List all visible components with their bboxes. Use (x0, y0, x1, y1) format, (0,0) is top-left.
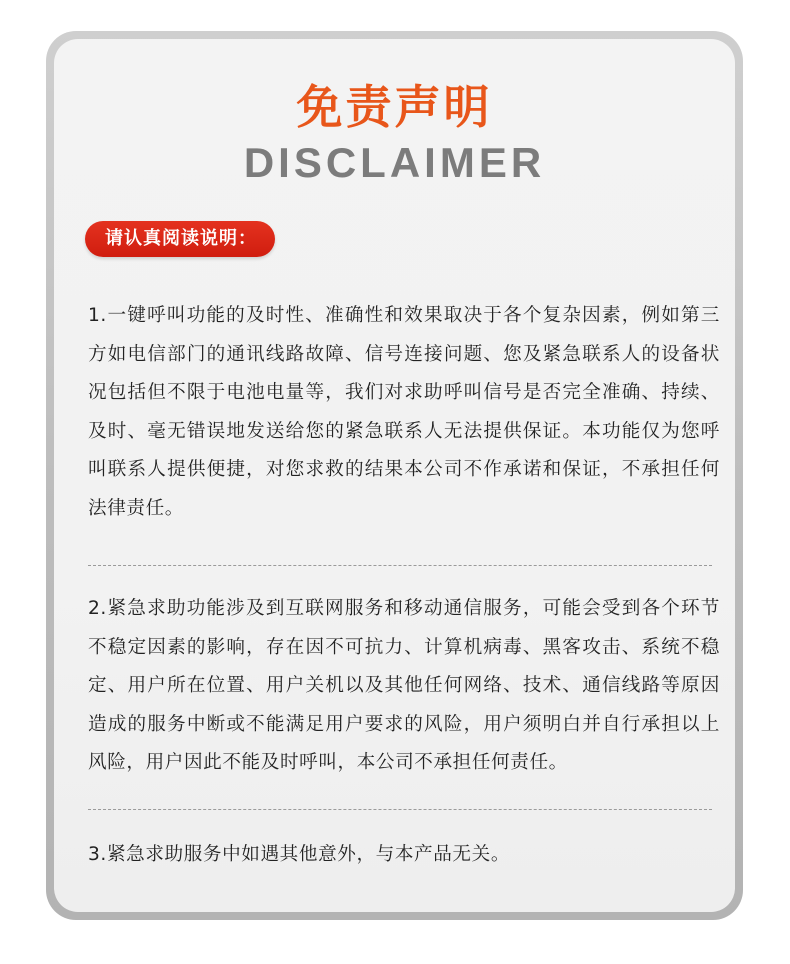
disclaimer-clause-1: 1.一键呼叫功能的及时性、准确性和效果取决于各个复杂因素，例如第三方如电信部门的通讯线路故障、信号连接问题、您及紧急联系人的设备状况包括但不限于电池电量等，我们对求助呼叫信号是否完全准确、持续、及时、毫无错误地发送给您的紧急联系人无法提供保证。本功能仅为您呼叫联系人提供便捷，对您求救的结果本公司不作承诺和保证，不承担任何法律责任。 (88, 305, 720, 519)
page-title: 免责声明 (296, 80, 493, 134)
page-subtitle: DISCLAIMER (243, 139, 546, 186)
dashed-divider (88, 809, 712, 810)
read-notice-badge: 请认真阅读说明： (85, 221, 275, 257)
disclaimer-card (54, 39, 735, 912)
dashed-divider (88, 565, 712, 566)
disclaimer-card-frame (46, 31, 743, 920)
disclaimer-clause-2: 2.紧急求助功能涉及到互联网服务和移动通信服务，可能会受到各个环节不稳定因素的影响，存在因不可抗力、计算机病毒、黑客攻击、系统不稳定、用户所在位置、用户关机以及其他任何网络、技术、通信线路等原因造成的服务中断或不能满足用户要求的风险，用户须明白并自行承担以上风险，用户因此不能及时呼叫，本公司不承担任何责任。 (88, 598, 720, 773)
disclaimer-clause-3: 3.紧急求助服务中如遇其他意外，与本产品无关。 (88, 844, 511, 865)
